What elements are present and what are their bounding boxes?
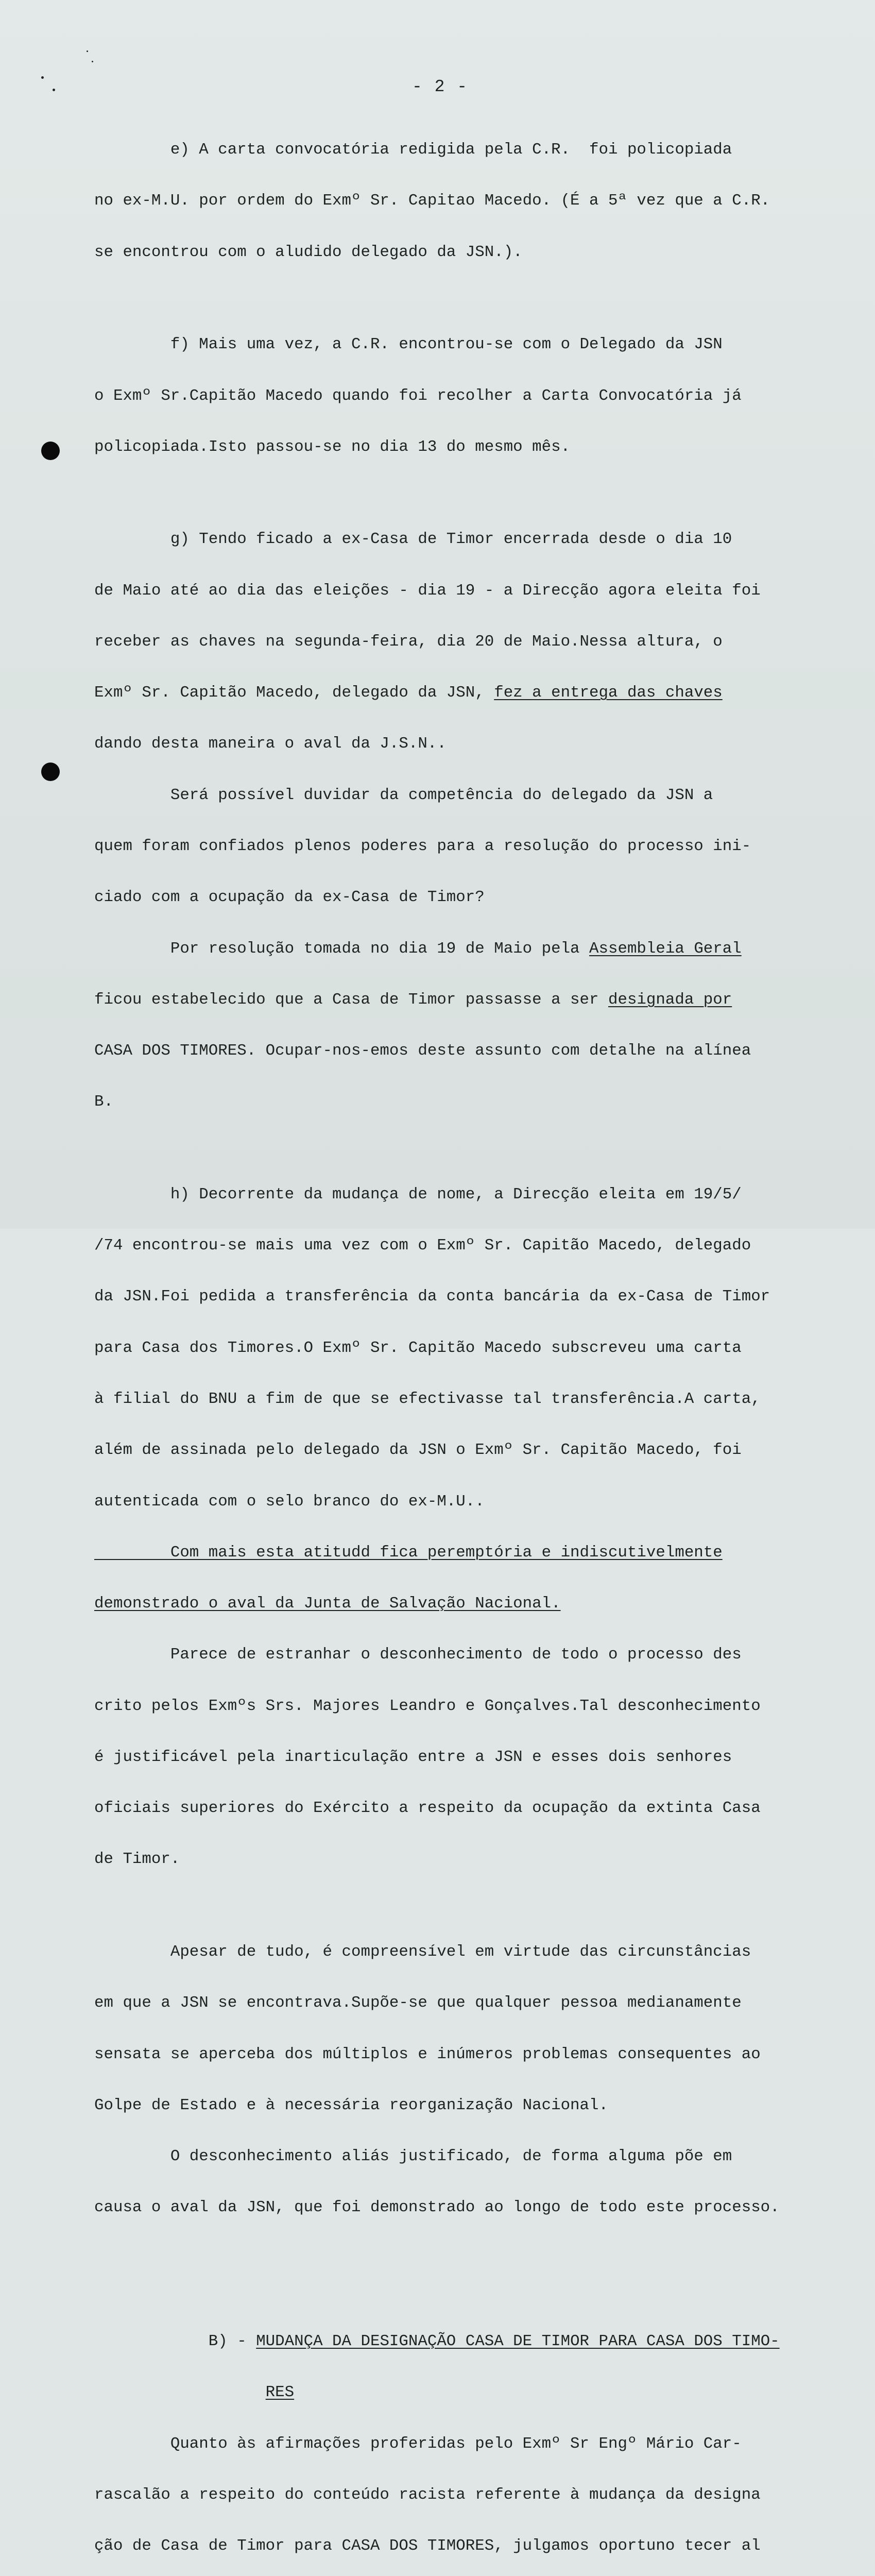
text-run: ficou estabelecido que a Casa de Timor passasse a ser — [94, 990, 608, 1009]
text-line: O desconhecimento aliás justificado, de forma alguma põe em — [94, 2147, 732, 2166]
text-line: em que a JSN se encontrava.Supõe-se que qualquer pessoa medianamente — [94, 1994, 742, 2012]
text-line: B. — [94, 1093, 113, 1111]
text-line — [94, 991, 846, 1008]
text-line — [94, 940, 846, 957]
text-line: sensata se aperceba dos múltiplos e inúmeros problemas consequentes ao — [94, 2045, 761, 2063]
section-heading — [94, 2333, 846, 2350]
text-line: para Casa dos Timores.O Exmº Sr. Capitão Macedo subscreveu uma carta — [94, 1338, 742, 1357]
text-line: ção de Casa de Timor para CASA DOS TIMORES, julgamos oportuno tecer al — [94, 2537, 761, 2555]
text-line: se encontrou com o aludido delegado da JSN.). — [94, 243, 523, 261]
text-line: dando desta maneira o aval da J.S.N.. — [94, 735, 447, 753]
text-line: causa o aval da JSN, que foi demonstrado ao longo de todo este processo. — [94, 2198, 780, 2217]
paper-speck — [92, 61, 93, 62]
underlined-text: fez a entrega das chaves — [494, 684, 723, 702]
punch-hole-top — [41, 442, 60, 460]
paper-speck — [87, 50, 88, 52]
text-line: receber as chaves na segunda-feira, dia 20 de Maio.Nessa altura, o — [94, 632, 723, 651]
text-line: é justificável pela inarticulação entre a JSN e esses dois senhores — [94, 1748, 732, 1766]
text-line: além de assinada pelo delegado da JSN o Exmº Sr. Capitão Macedo, foi — [94, 1441, 742, 1460]
heading-text: MUDANÇA DA DESIGNAÇÃO CASA DE TIMOR PARA CASA DOS TIMO- — [256, 2332, 780, 2350]
text-line: Quanto às afirmações proferidas pelo Exmº Sr Engº Mário Car- — [94, 2434, 742, 2453]
text-line: de Maio até ao dia das eleições - dia 19 - a Direcção agora eleita foi — [94, 581, 761, 600]
heading-prefix: B) - — [94, 2332, 256, 2350]
page-number: - 2 - — [412, 77, 469, 96]
text-line: ciado com a ocupação da ex-Casa de Timor? — [94, 888, 485, 907]
underlined-text: Assembleia Geral — [589, 939, 742, 958]
text-line: no ex-M.U. por ordem do Exmº Sr. Capitao Macedo. (É a 5ª vez que a C.R. — [94, 192, 770, 210]
text-line: /74 encontrou-se mais uma vez com o Exmº Sr. Capitão Macedo, delegado — [94, 1236, 751, 1255]
text-line: g) Tendo ficado a ex-Casa de Timor encerrada desde o dia 10 — [94, 530, 732, 549]
text-line: Parece de estranhar o desconhecimento de todo o processo des — [94, 1646, 742, 1664]
heading-text: RES — [265, 2383, 295, 2402]
text-line: oficiais superiores do Exército a respeito da ocupação da extinta Casa — [94, 1799, 761, 1818]
text-line: autenticada com o selo branco do ex-M.U.. — [94, 1492, 485, 1511]
text-line: da JSN.Foi pedida a transferência da conta bancária da ex-Casa de Timor — [94, 1287, 770, 1306]
text-line: de Timor. — [94, 1850, 180, 1869]
underlined-line: Com mais esta atitudd fica peremptória e indiscutivelmente — [94, 1543, 723, 1562]
text-line: f) Mais uma vez, a C.R. encontrou-se com o Delegado da JSN — [94, 335, 723, 354]
text-line: Golpe de Estado e à necessária reorganização Nacional. — [94, 2096, 608, 2114]
text-line: Será possível duvidar da competência do delegado da JSN a — [94, 786, 713, 804]
text-line: h) Decorrente da mudança de nome, a Direcção eleita em 19/5/ — [94, 1185, 742, 1204]
text-line: o Exmº Sr.Capitão Macedo quando foi recolher a Carta Convocatória já — [94, 386, 742, 405]
text-line: rascalão a respeito do conteúdo racista referente à mudança da designa — [94, 2485, 761, 2504]
text-line: policopiada.Isto passou-se no dia 13 do mesmo mês. — [94, 437, 571, 456]
underlined-text: designada por — [608, 990, 732, 1009]
text-line: crito pelos Exmºs Srs. Majores Leandro e Gonçalves.Tal desconhecimento — [94, 1697, 761, 1715]
text-run: Exmº Sr. Capitão Macedo, delegado da JSN, — [94, 684, 494, 702]
text-line: à filial do BNU a fim de que se efectivasse tal transferência.A carta, — [94, 1389, 761, 1408]
text-line: quem foram confiados plenos poderes para a resolução do processo ini- — [94, 837, 751, 855]
text-line — [94, 684, 846, 701]
text-line: e) A carta convocatória redigida pela C.R. foi policopiada — [94, 141, 732, 159]
section-heading-cont — [94, 2384, 846, 2401]
document-body — [94, 107, 846, 2576]
underlined-line: demonstrado o aval da Junta de Salvação Nacional. — [94, 1595, 561, 1613]
paper-speck — [53, 89, 55, 91]
punch-hole-bottom — [41, 762, 60, 781]
paper-speck — [41, 76, 44, 79]
text-run: Por resolução tomada no dia 19 de Maio pela — [94, 939, 590, 958]
text-line: CASA DOS TIMORES. Ocupar-nos-emos deste assunto com detalhe na alínea — [94, 1042, 751, 1060]
text-line: Apesar de tudo, é compreensível em virtude das circunstâncias — [94, 1942, 751, 1961]
